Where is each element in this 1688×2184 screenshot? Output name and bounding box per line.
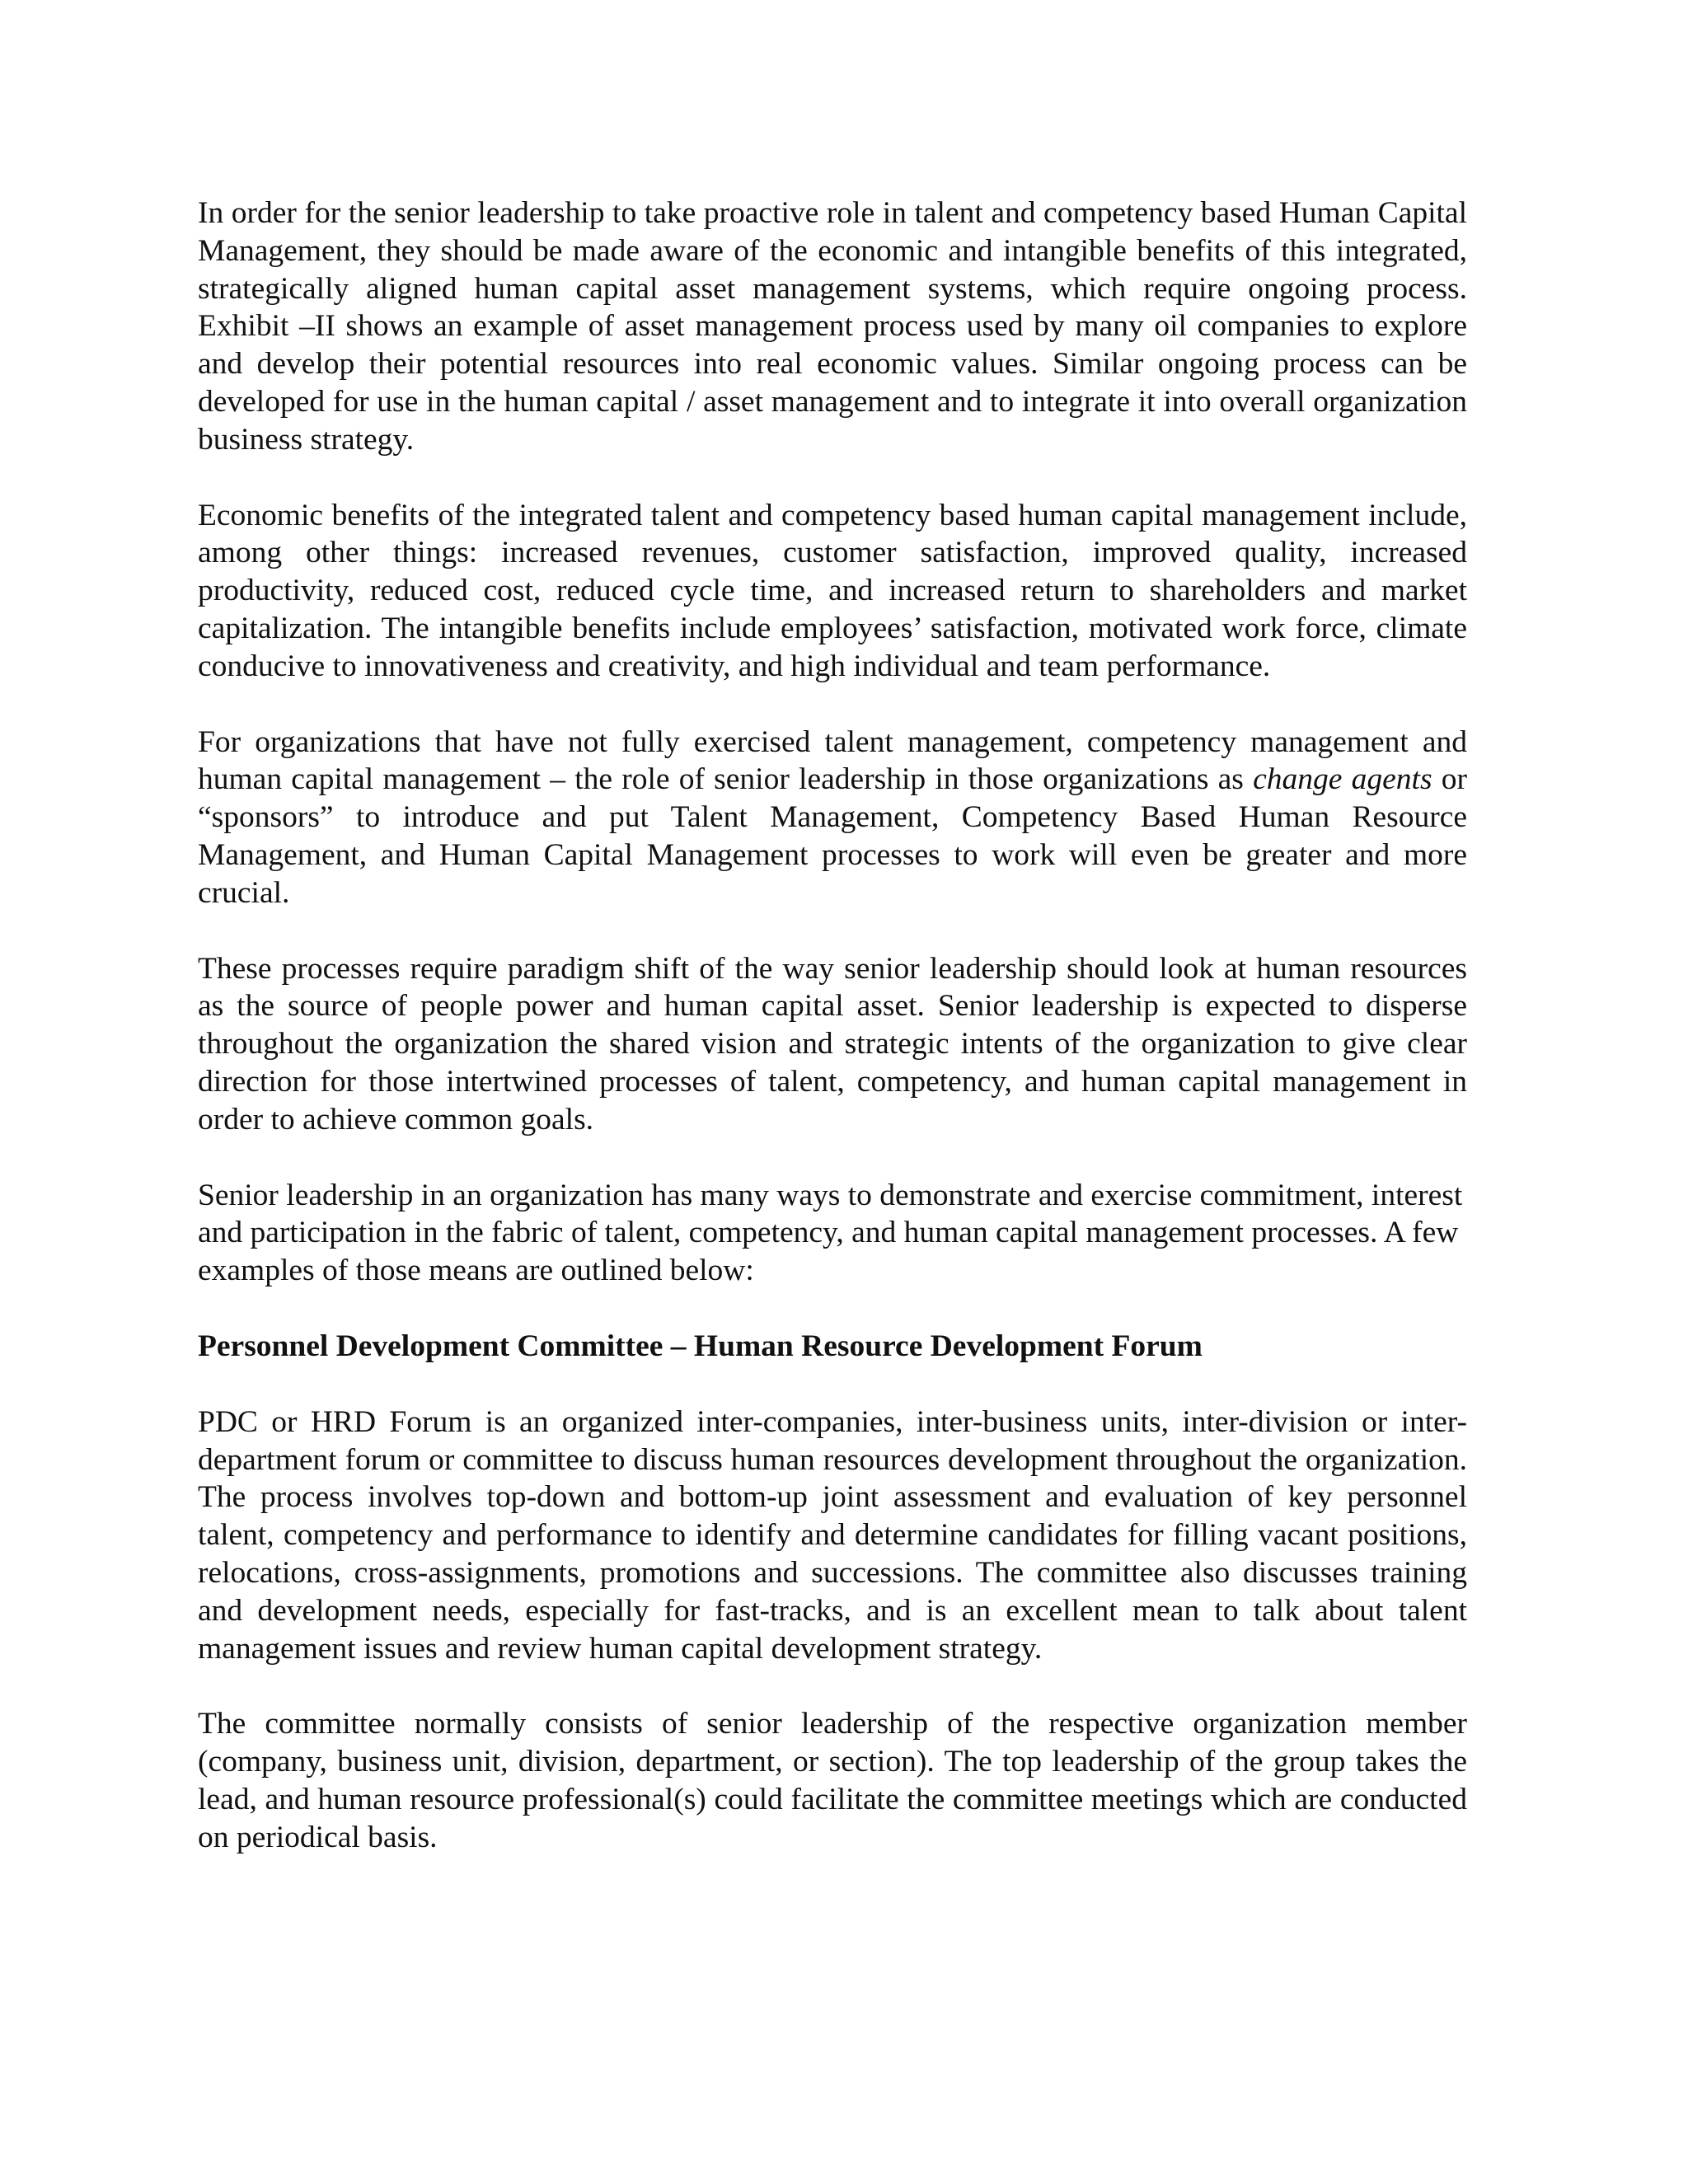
section-heading: Personnel Development Committee – Human Resource Development Forum [198,1329,1203,1363]
paragraph-economic-benefits: Economic benefits of the integrated talent and competency based human capital management include, among other things: increased revenues, customer satisfaction, improved quality, increased productivity, reduced cost, reduced cycle time, and increased return to shareholders and market capitalization. The intangible benefits include employees’ satisfaction, motivated work force, climate conducive to innovativeness and creativity, and high individual and team performance. [198,498,1467,683]
document-page [198,194,1467,1894]
paragraph-change-agents-before: For organizations that have not fully exercised talent management, competency management and human capital management – the role of senior leadership in those organizations as [198,724,1467,797]
paragraph-senior-leadership-role: In order for the senior leadership to take proactive role in talent and competency based Human Capital Management, they should be made aware of the economic and intangible benefits of this integrated, strategically aligned human capital asset management systems, which require ongoing process. Exhibit –II shows an example of asset management process used by many oil companies to explore and develop their potential resources into real economic values. Similar ongoing process can be developed for use in the human capital / asset management and to integrate it into overall organization business strategy. [198,196,1467,457]
paragraph-committee-members: The committee normally consists of senior leadership of the respective organization member (company, business unit, division, department, or section). The top leadership of the group takes the lead, and human resource professional(s) could facilitate the committee meetings which are conducted on periodical basis. [198,1707,1467,1854]
paragraph-paradigm-shift: These processes require paradigm shift of the way senior leadership should look at human resources as the source of people power and human capital asset. Senior leadership is expected to disperse throughout the organization the shared vision and strategic intents of the organization to give clear direction for those intertwined processes of talent, competency, and human capital management in order to achieve common goals. [198,951,1467,1137]
paragraph-commitment-means: Senior leadership in an organization has many ways to demonstrate and exercise commitment, interest and participation in the fabric of talent, competency, and human capital management processes. A few examples of those means are outlined below: [198,1178,1463,1288]
paragraph-change-agents [198,724,1467,912]
paragraph-change-agents-after: or “sponsors” to introduce and put Talent Management, Competency Based Human Resource Management, and Human Capital Management processes to work will even be greater and more crucial. [198,762,1467,910]
paragraph-pdc-forum: PDC or HRD Forum is an organized inter-companies, inter-business units, inter-division or inter-department forum or committee to discuss human resources development throughout the organization. The process involves top-down and bottom-up joint assessment and evaluation of key personnel talent, competency and performance to identify and determine candidates for filling vacant positions, relocations, cross-assignments, promotions and successions. The committee also discusses training and development needs, especially for fast-tracks, and is an excellent mean to talk about talent management issues and review human capital development strategy. [198,1404,1467,1666]
change-agents-emphasis: change agents [1253,762,1432,797]
